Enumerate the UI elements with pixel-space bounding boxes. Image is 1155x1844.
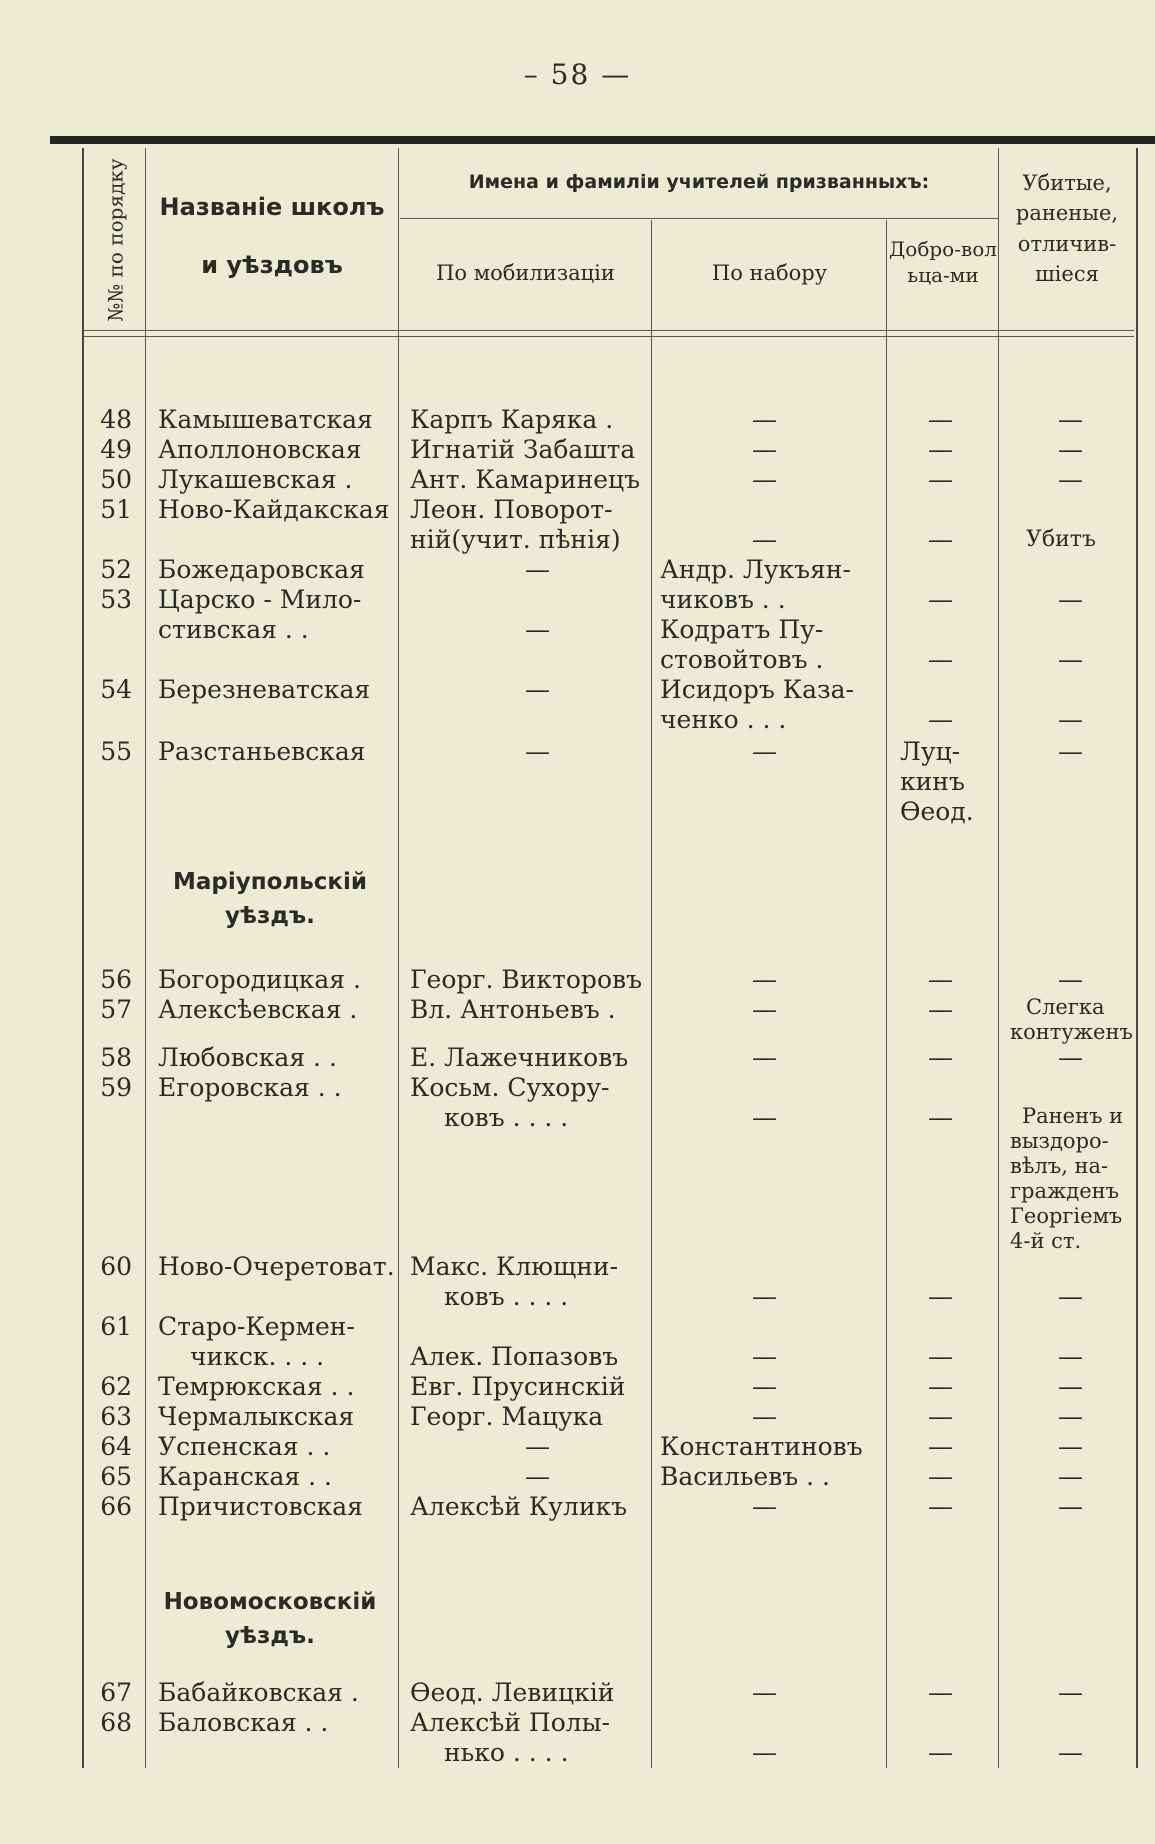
col-number-header: №№ по порядку	[103, 158, 128, 322]
header-bottom-rule-2	[84, 336, 1134, 337]
col-mobilization-header: По мобилизаціи	[436, 261, 615, 285]
col-divider-4	[886, 220, 887, 1768]
row-number: 48	[100, 405, 132, 434]
mobilization-teacher: Алексѣй Куликъ	[410, 1492, 628, 1521]
school-name: Разстаньевская	[158, 737, 366, 766]
dash: —	[928, 405, 953, 434]
dash: —	[525, 1462, 550, 1491]
dash: —	[1058, 1492, 1083, 1521]
dash: —	[1058, 1462, 1083, 1491]
row-number: 65	[100, 1462, 132, 1491]
school-name: Темрюкская . .	[158, 1372, 355, 1401]
dash: —	[752, 435, 777, 464]
dash: —	[1058, 1678, 1083, 1707]
row-number: 55	[100, 737, 132, 766]
top-rule	[50, 136, 1155, 144]
school-name: Ново-Кайдакская	[158, 495, 390, 524]
mobilization-teacher: Алексѣй Полы-	[410, 1708, 610, 1737]
dash: —	[752, 1492, 777, 1521]
draft-teacher-cont: чиковъ . .	[660, 585, 786, 614]
dash: —	[1058, 585, 1083, 614]
mobilization-teacher: Леон. Поворот-	[410, 495, 613, 524]
mobilization-teacher-cont: нько . . . .	[444, 1738, 569, 1767]
school-name: Богородицкая .	[158, 965, 361, 994]
dash: —	[928, 1462, 953, 1491]
dash: —	[752, 465, 777, 494]
dash: —	[928, 465, 953, 494]
dash: —	[752, 1342, 777, 1371]
mobilization-teacher-cont: ковъ . . . .	[444, 1103, 569, 1132]
school-name: Аполлоновская	[158, 435, 362, 464]
dash: —	[752, 1678, 777, 1707]
draft-teacher: Андр. Лукъян-	[660, 555, 851, 584]
school-name: Ново-Очеретоват.	[158, 1252, 395, 1281]
dash: —	[752, 405, 777, 434]
draft-teacher: Кодратъ Пу-	[660, 615, 824, 644]
school-name: Алексѣевская .	[158, 995, 358, 1024]
col-divider-2	[398, 148, 399, 1768]
row-number: 68	[100, 1708, 132, 1737]
dash: —	[1058, 965, 1083, 994]
col-divider-1	[145, 148, 146, 1768]
dash: —	[928, 1432, 953, 1461]
school-name: Камышеватская	[158, 405, 373, 434]
mobilization-teacher: Макс. Клющни-	[410, 1252, 619, 1281]
dash: —	[752, 737, 777, 766]
school-name: Лукашевская .	[158, 465, 353, 494]
col-school-header-line2: и уѣздовъ	[201, 251, 343, 279]
mobilization-teacher: Алек. Попазовъ	[410, 1342, 619, 1371]
school-name-cont: стивская . .	[158, 615, 309, 644]
row-number: 60	[100, 1252, 132, 1281]
school-name: Причистовская	[158, 1492, 363, 1521]
dash: —	[928, 995, 953, 1024]
mobilization-teacher: Евг. Прусинскій	[410, 1372, 626, 1401]
col-killed-header: Убитые, раненые, отличив-шіеся	[1015, 171, 1119, 287]
row-number: 56	[100, 965, 132, 994]
dash: —	[752, 995, 777, 1024]
school-name: Каранская . .	[158, 1462, 332, 1491]
dash: —	[928, 1103, 953, 1132]
table-frame	[82, 148, 1138, 1768]
mobilization-teacher: Е. Лажечниковъ	[410, 1043, 629, 1072]
row-number: 49	[100, 435, 132, 464]
dash: —	[928, 1372, 953, 1401]
row-number: 64	[100, 1432, 132, 1461]
dash: —	[525, 555, 550, 584]
dash: —	[1058, 645, 1083, 674]
dash: —	[752, 1738, 777, 1767]
row-number: 57	[100, 995, 132, 1024]
row-number: 62	[100, 1372, 132, 1401]
header-bottom-rule	[84, 330, 1134, 331]
page-number: – 58 —	[523, 58, 632, 91]
dash: —	[928, 1402, 953, 1431]
killed-note-cont: вѣлъ, на-	[1010, 1154, 1109, 1178]
school-name: Старо-Кермен-	[158, 1312, 355, 1341]
district-heading: Маріупольскій	[172, 869, 368, 895]
draft-teacher-cont: стовойтовъ .	[660, 645, 824, 674]
dash: —	[1058, 1342, 1083, 1371]
row-number: 52	[100, 555, 132, 584]
dash: —	[928, 585, 953, 614]
dash: —	[752, 1372, 777, 1401]
row-number: 59	[100, 1073, 132, 1102]
mobilization-teacher: Георг. Мацука	[410, 1402, 604, 1431]
killed-note-cont: 4-й ст.	[1010, 1229, 1082, 1253]
killed-note: Убитъ	[1026, 527, 1096, 552]
mobilization-teacher: Вл. Антоньевъ .	[410, 995, 616, 1024]
dash: —	[928, 435, 953, 464]
row-number: 51	[100, 495, 132, 524]
volunteer-teacher-cont: Өеод.	[900, 797, 974, 826]
school-name: Бабайковская .	[158, 1678, 359, 1707]
dash: —	[1058, 1738, 1083, 1767]
mobilization-teacher: Игнатій Забашта	[410, 435, 636, 464]
row-number: 63	[100, 1402, 132, 1431]
dash: —	[1058, 737, 1083, 766]
dash: —	[752, 1282, 777, 1311]
col-school-header-line1: Названіе школъ	[159, 193, 385, 221]
killed-note-cont: контуженъ	[1010, 1020, 1133, 1044]
dash: —	[928, 705, 953, 734]
dash: —	[1058, 705, 1083, 734]
dash: —	[1058, 1432, 1083, 1461]
row-number: 50	[100, 465, 132, 494]
district-heading-cont: уѣздъ.	[225, 903, 315, 929]
col-divider-5	[998, 148, 999, 1768]
col-divider-3	[651, 220, 652, 1768]
header-subrule	[400, 218, 998, 219]
draft-teacher: Исидоръ Каза-	[660, 675, 855, 704]
mobilization-teacher-cont: ній(учит. пѣнія)	[410, 525, 621, 554]
killed-note-cont: Георгіемъ	[1010, 1204, 1123, 1228]
district-heading-cont: уѣздъ.	[225, 1623, 315, 1649]
mobilization-teacher-cont: ковъ . . . .	[444, 1282, 569, 1311]
school-name: Березневатская	[158, 675, 371, 704]
school-name-cont: чикск. . . .	[190, 1342, 325, 1371]
col-draft-header: По набору	[711, 261, 828, 285]
dash: —	[928, 525, 953, 554]
volunteer-teacher: Луц-	[900, 737, 961, 766]
mobilization-teacher: Өеод. Левицкій	[410, 1678, 615, 1707]
dash: —	[928, 1738, 953, 1767]
dash: —	[928, 645, 953, 674]
dash: —	[1058, 435, 1083, 464]
school-name: Царско - Мило-	[158, 585, 362, 614]
dash: —	[928, 965, 953, 994]
dash: —	[1058, 1372, 1083, 1401]
mobilization-teacher: Косьм. Сухору-	[410, 1073, 610, 1102]
row-number: 61	[100, 1312, 132, 1341]
dash: —	[928, 1043, 953, 1072]
killed-note-cont: выздоро-	[1010, 1129, 1109, 1153]
killed-note-cont: гражденъ	[1010, 1179, 1119, 1203]
dash: —	[1058, 1282, 1083, 1311]
school-name: Баловская . .	[158, 1708, 329, 1737]
dash: —	[1058, 1402, 1083, 1431]
dash: —	[525, 675, 550, 704]
dash: —	[525, 1432, 550, 1461]
dash: —	[1058, 405, 1083, 434]
dash: —	[928, 1342, 953, 1371]
dash: —	[525, 737, 550, 766]
row-number: 66	[100, 1492, 132, 1521]
school-name: Любовская . .	[158, 1043, 337, 1072]
dash: —	[752, 1043, 777, 1072]
draft-teacher: Константиновъ	[660, 1432, 863, 1461]
school-name: Чермалыкская	[158, 1402, 355, 1431]
dash: —	[1058, 465, 1083, 494]
row-number: 58	[100, 1043, 132, 1072]
school-name: Успенская . .	[158, 1432, 331, 1461]
dash: —	[752, 1103, 777, 1132]
school-name: Егоровская . .	[158, 1073, 342, 1102]
dash: —	[928, 1678, 953, 1707]
col-teachers-header: Имена и фамиліи учителей призванныхъ:	[468, 171, 930, 193]
row-number: 53	[100, 585, 132, 614]
mobilization-teacher: Карпъ Каряка .	[410, 405, 614, 434]
school-name: Божедаровская	[158, 555, 365, 584]
col-volunteers-header: Добро-вольца-ми	[889, 237, 997, 287]
dash: —	[752, 525, 777, 554]
volunteer-teacher-cont: кинъ	[900, 767, 965, 796]
row-number: 54	[100, 675, 132, 704]
killed-note: Раненъ и	[1022, 1104, 1124, 1128]
district-heading: Новомосковскій	[163, 1589, 377, 1615]
mobilization-teacher: Ант. Камаринецъ	[410, 465, 641, 494]
dash: —	[525, 615, 550, 644]
dash: —	[928, 1492, 953, 1521]
mobilization-teacher: Георг. Викторовъ	[410, 965, 642, 994]
dash: —	[928, 1282, 953, 1311]
dash: —	[752, 1402, 777, 1431]
killed-note: Слегка	[1026, 995, 1105, 1019]
dash: —	[752, 965, 777, 994]
dash: —	[1058, 1043, 1083, 1072]
draft-teacher-cont: ченко . . .	[660, 705, 787, 734]
row-number: 67	[100, 1678, 132, 1707]
draft-teacher: Васильевъ . .	[660, 1462, 830, 1491]
